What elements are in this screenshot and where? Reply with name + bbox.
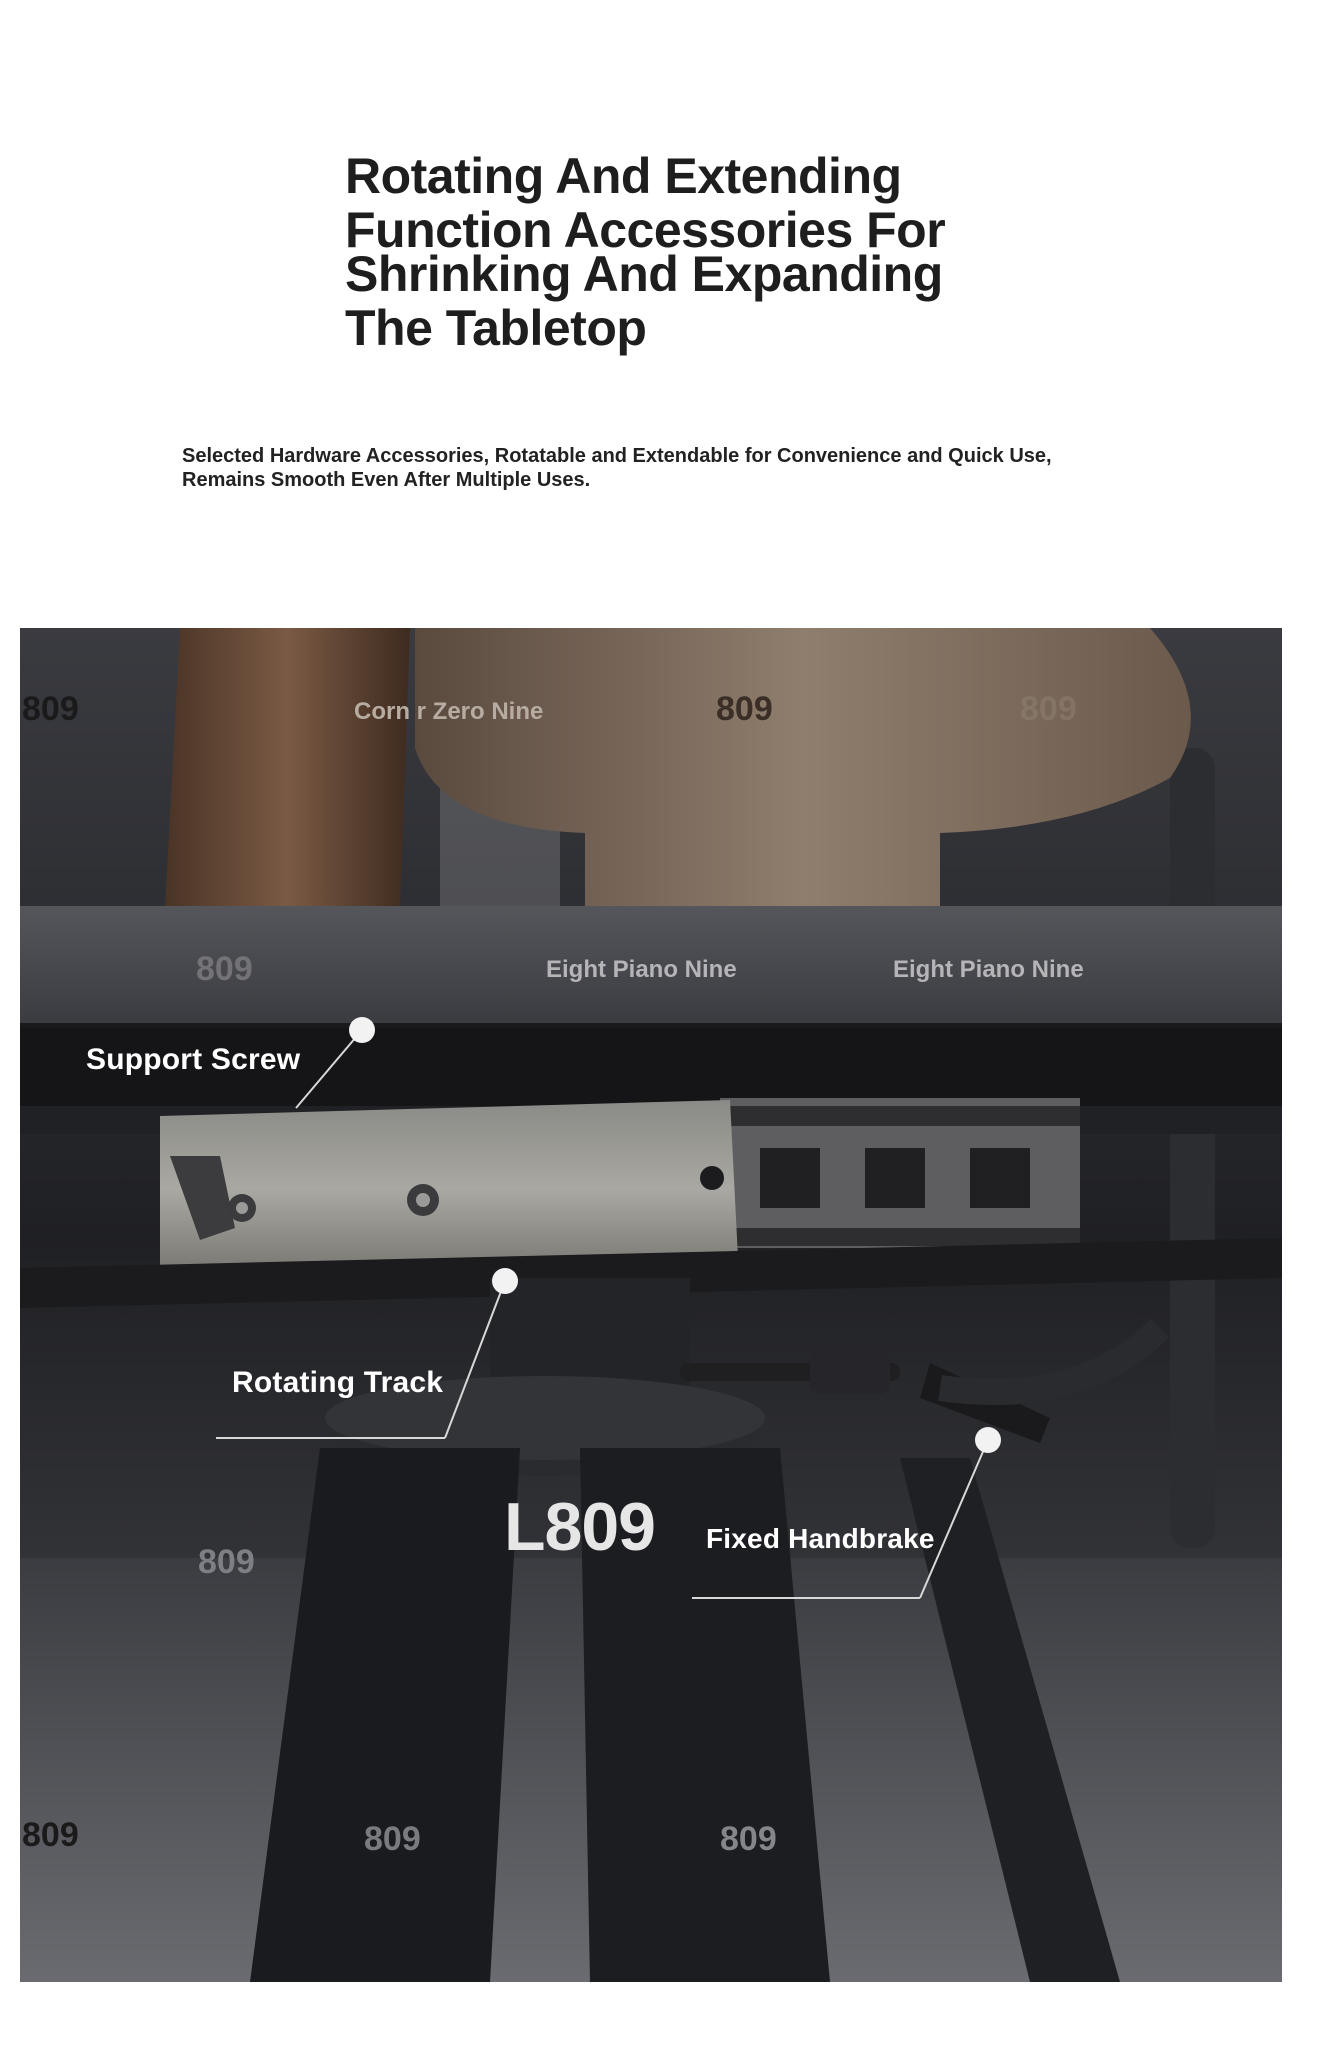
heading-line-3: Shrinking And Expanding [345,246,943,302]
watermark-809-mid-left: 809 [198,1543,255,1581]
heading-line-2: Function Accessories For [345,202,946,258]
watermark-809-top-left: 809 [22,690,79,728]
callout-rotating-track: Rotating Track [232,1366,444,1399]
heading-line-1: Rotating And Extending [345,148,902,204]
heading-line-4: The Tabletop [345,300,647,356]
watermark-eight-piano-nine-center: Eight Piano Nine [546,956,737,983]
watermark-809-top-right: 809 [1020,690,1077,728]
callout-support-screw: Support Screw [86,1043,301,1076]
watermark-809-bottom-left: 809 [22,1816,79,1854]
watermark-corner-zero-nine: Corn r Zero Nine [354,698,544,725]
page-heading [345,150,1045,354]
subtitle-line-1: Selected Hardware Accessories, Rotatable and Extendable for Convenience and Quick Use, [182,445,1052,467]
page-subtitle [182,444,1182,492]
watermark-809-tabletop: 809 [196,950,253,988]
product-photo [20,628,1282,1982]
watermark-809-bottom-center: 809 [720,1820,777,1858]
callout-fixed-handbrake: Fixed Handbrake [706,1523,935,1554]
subtitle-line-2: Remains Smooth Even After Multiple Uses. [182,469,591,491]
watermark-809-top-center: 809 [716,690,773,728]
watermark-809-bottom-center-left: 809 [364,1820,421,1858]
model-number: L809 [504,1489,655,1565]
watermark-eight-piano-nine-right: Eight Piano Nine [893,956,1084,983]
table-mechanism-illustration [20,628,1282,1982]
